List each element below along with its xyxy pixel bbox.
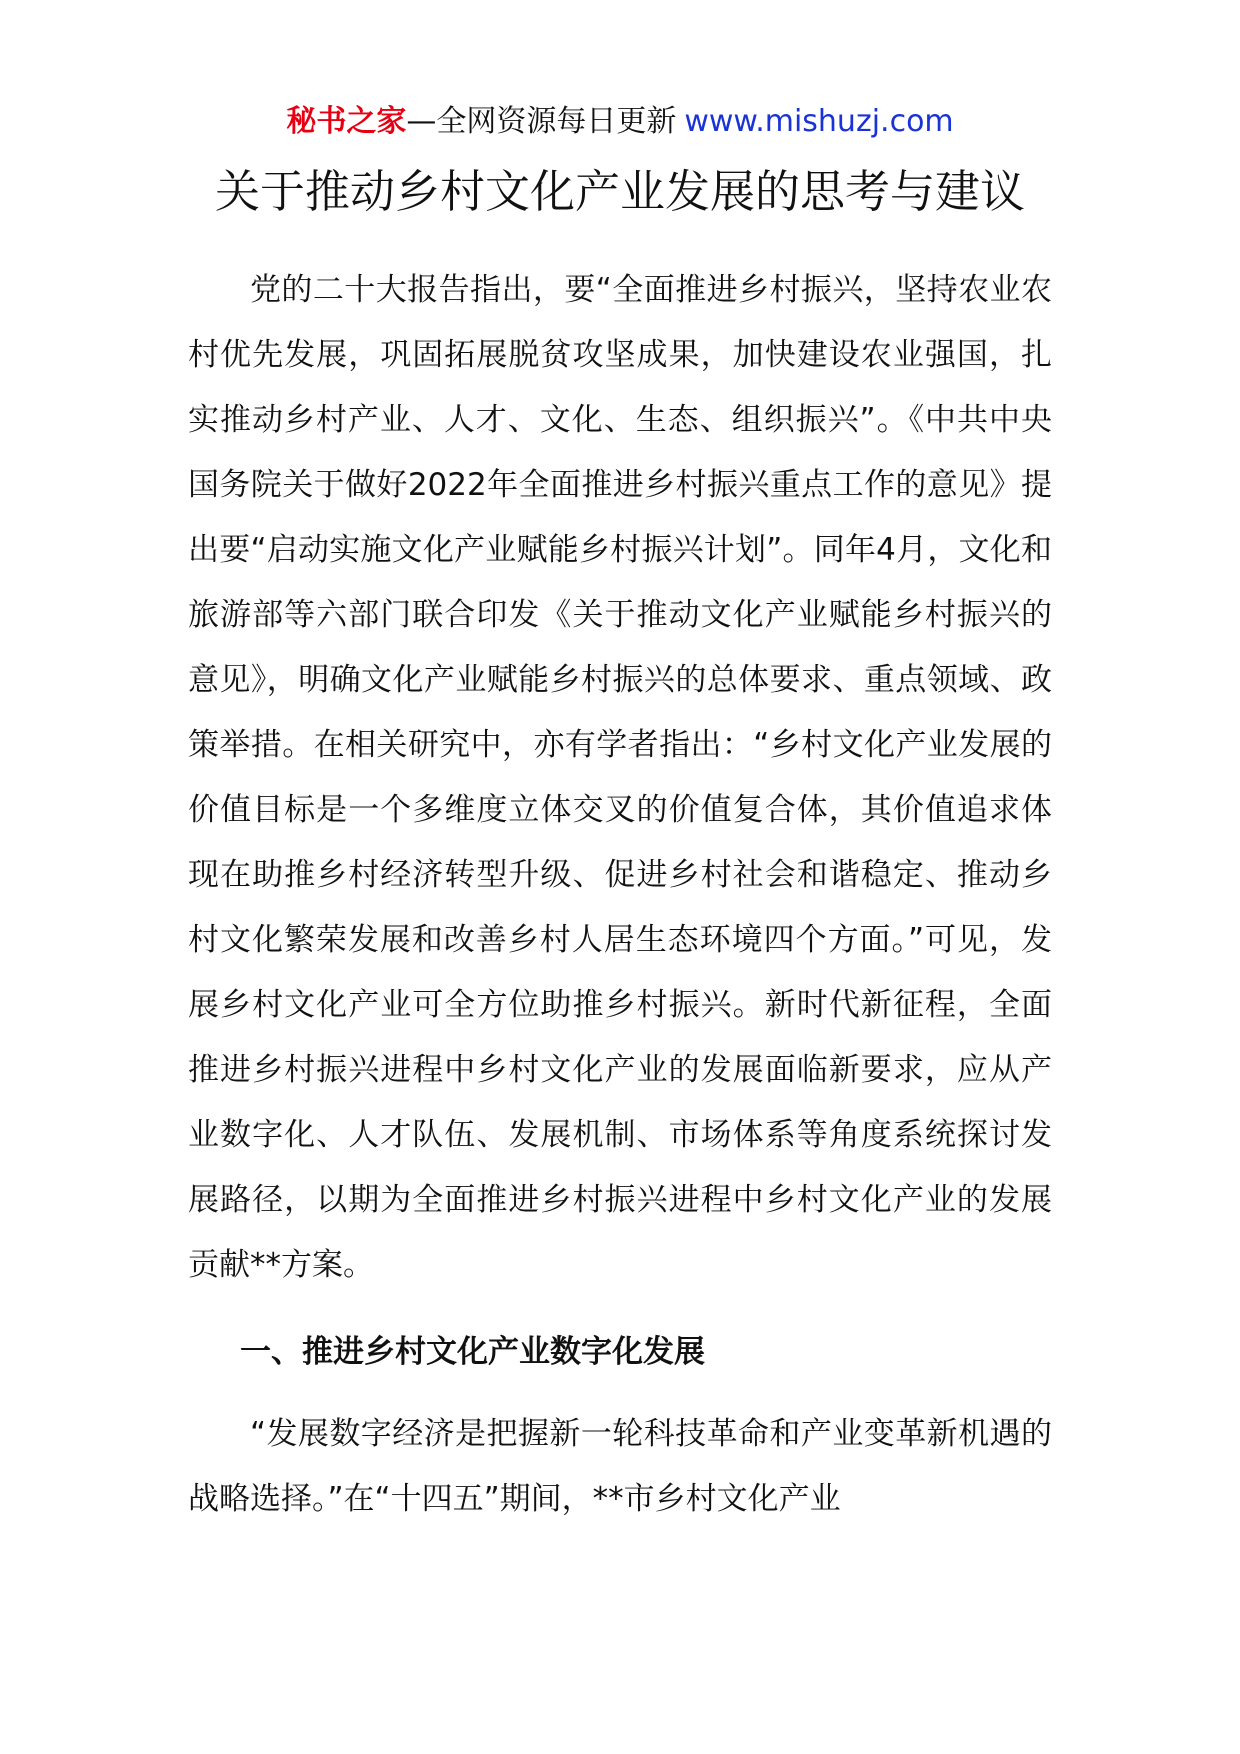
brand-name: 秘书之家: [286, 104, 407, 139]
document-title: 关于推动乡村文化产业发展的思考与建议: [214, 165, 1025, 218]
section-heading: 一、推进乡村文化产业数字化发展: [240, 1334, 705, 1370]
site-banner: [0, 100, 1240, 144]
site-url-link[interactable]: www.mishuzj.com: [684, 104, 954, 139]
intro-paragraph: 党的二十大报告指出，要“全面推进乡村振兴，坚持农业农村优先发展，巩固拓展脱贫攻坚成果，加快建设农业强国，扎实推动乡村产业、人才、文化、生态、组织振兴”。《中共中央国务院关于做好2022年全面推进乡村振兴重点工作的意见》提出要“启动实施文化产业赋能乡村振兴计划”。同年4月，文化和旅游部等六部门联合印发《关于推动文化产业赋能乡村振兴的意见》，明确文化产业赋能乡村振兴的总体要求、重点领域、政策举措。在相关研究中，亦有学者指出：“乡村文化产业发展的价值目标是一个多维度立体交叉的价值复合体，其价值追求体现在助推乡村经济转型升级、促进乡村社会和谐稳定、推动乡村文化繁荣发展和改善乡村人居生态环境四个方面。”可见，发展乡村文化产业可全方位助推乡村振兴。新时代新征程，全面推进乡村振兴进程中乡村文化产业的发展面临新要求，应从产业数字化、人才队伍、发展机制、市场体系等角度系统探讨发展路径，以期为全面推进乡村振兴进程中乡村文化产业的发展贡献**方案。: [188, 272, 1052, 1283]
brand-tagline: —全网资源每日更新: [406, 104, 677, 139]
document-body: [188, 258, 1052, 1532]
section-paragraph: “发展数字经济是把握新一轮科技革命和产业变革新机遇的战略选择。”在“十四五”期间，**市乡村文化产业: [188, 1416, 1052, 1517]
